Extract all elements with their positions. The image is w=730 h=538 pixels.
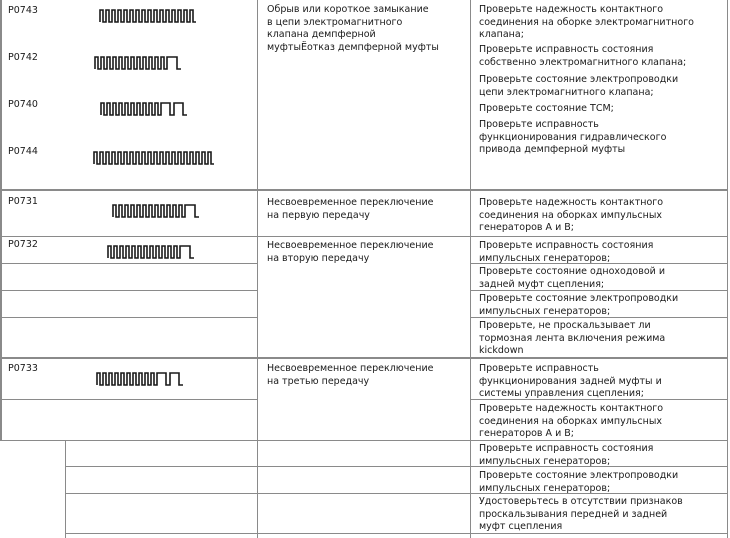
fault-code: P0744 — [8, 146, 38, 157]
pulse-trace — [97, 373, 183, 385]
signal-waveform — [113, 203, 223, 219]
check-action: Проверьте, не проскальзывает ли тормозная лента включения режима kickdown — [479, 320, 666, 356]
pulse-trace — [94, 152, 214, 164]
table-rule — [65, 440, 66, 538]
fault-code: P0732 — [8, 239, 38, 250]
fault-description: Обрыв или короткое замыкание в цепи электромагнитного клапана демпферной муфтыЁотказ демпферной муфты — [267, 4, 439, 53]
check-action: Проверьте состояние одноходовой и задней муфт сцепления; — [479, 266, 666, 290]
table-rule — [0, 263, 258, 264]
pulse-trace — [108, 246, 194, 258]
signal-waveform — [94, 150, 219, 166]
signal-waveform — [95, 55, 205, 71]
signal-waveform — [108, 244, 218, 260]
pulse-trace — [101, 103, 187, 115]
fault-description: Несвоевременное переключение на третью передачу — [267, 363, 434, 387]
fault-code: P0733 — [8, 363, 38, 374]
table-rule — [0, 189, 728, 191]
check-action: Проверьте состояние электропроводки импульсных генераторов; — [479, 470, 679, 494]
table-rule — [0, 399, 258, 400]
check-action: Удостоверьтесь в отсутствии признаков проскальзывания передней и задней муфт сцепления — [479, 496, 683, 532]
check-action: Проверьте исправность состояния импульсных генераторов; — [479, 240, 654, 264]
table-rule — [0, 317, 258, 318]
fault-code: P0740 — [8, 99, 38, 110]
fault-description: Несвоевременное переключение на вторую передачу — [267, 240, 434, 264]
table-rule — [0, 0, 2, 440]
pulse-trace — [100, 10, 196, 22]
check-action: Проверьте надежность контактного соединения на оборке электромагнитного клапана; — [479, 4, 694, 40]
pulse-trace — [95, 57, 181, 69]
fault-code: P0742 — [8, 52, 38, 63]
signal-waveform — [101, 101, 211, 117]
check-action: Проверьте исправность состояния импульсных генераторов; — [479, 443, 654, 467]
check-action: Проверьте состояние электропроводки импульсных генераторов; — [479, 293, 679, 317]
table-rule — [257, 0, 258, 538]
signal-waveform — [97, 371, 227, 387]
check-action: Проверьте надежность контактного соединения на оборках импульсных генераторов А и В; — [479, 197, 664, 233]
fault-description: Несвоевременное переключение на первую передачу — [267, 197, 434, 221]
check-action: Проверьте исправность функционирования гидравлического привода демпферной муфты — [479, 119, 667, 155]
check-action: Проверьте исправность состояния собственно электромагнитного клапана; — [479, 44, 687, 68]
check-action: Проверьте надежность контактного соединения на оборках импульсных генераторов А и В; — [479, 403, 664, 439]
table-rule — [727, 0, 728, 538]
table-rule — [0, 236, 728, 237]
check-action: Проверьте состояние электропроводки цепи электромагнитного клапана; — [479, 74, 679, 98]
table-rule — [470, 0, 471, 538]
fault-code: P0743 — [8, 5, 38, 16]
check-action: Проверьте состояние ТСМ; — [479, 103, 614, 114]
check-action: Проверьте исправность функционирования задней муфты и системы управления сцепления; — [479, 363, 662, 399]
table-rule — [0, 290, 258, 291]
signal-waveform — [100, 8, 210, 24]
fault-code: P0731 — [8, 196, 38, 207]
pulse-trace — [113, 205, 199, 217]
